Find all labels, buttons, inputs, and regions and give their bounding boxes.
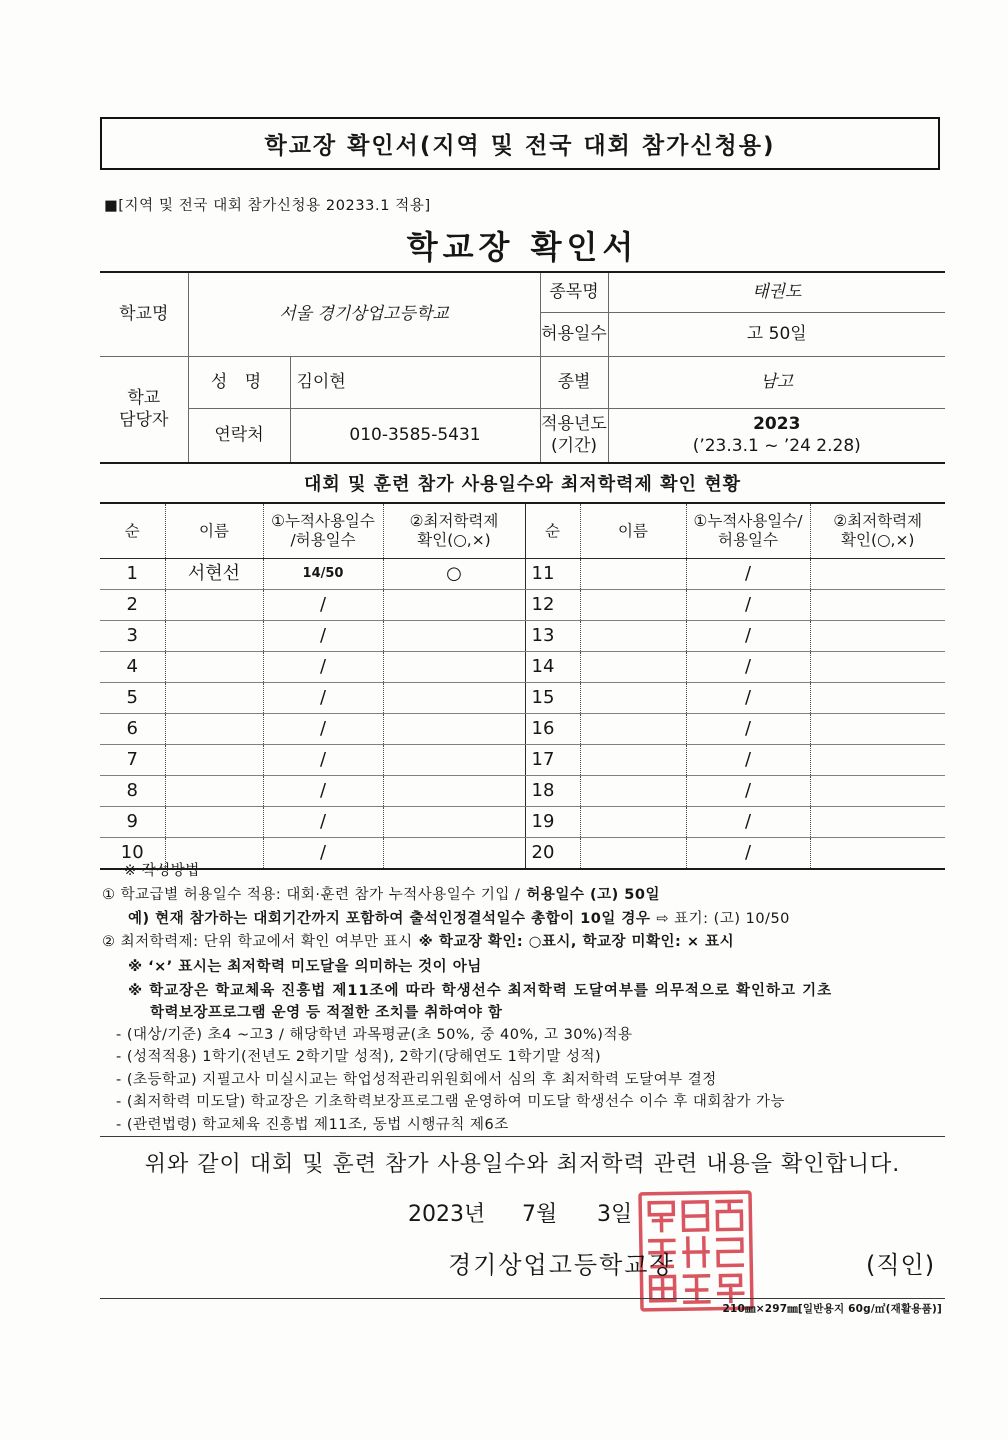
min-academic-check <box>810 652 945 683</box>
min-academic-check <box>810 745 945 776</box>
col-header-days <box>263 503 383 559</box>
student-name <box>165 621 263 652</box>
days-used: / <box>686 745 810 776</box>
school-name-value: 서울 경기상업고등학교 <box>188 272 540 356</box>
official-seal <box>637 1189 755 1313</box>
col-header-days-line2: /허용일수 <box>290 531 356 549</box>
col-header-check-line1: ②최저학력제 <box>409 512 499 530</box>
row-number: 17 <box>525 745 580 776</box>
days-used: / <box>263 776 383 807</box>
col-header-days-line2: 허용일수 <box>718 531 778 549</box>
col-header-check-line2: 확인(○,×) <box>841 531 915 549</box>
min-academic-check <box>383 621 525 652</box>
student-name <box>580 621 686 652</box>
min-academic-check <box>810 683 945 714</box>
col-header-number: 순 <box>525 503 580 559</box>
sport-label: 종목명 <box>540 272 608 312</box>
row-number: 7 <box>100 745 165 776</box>
note-warning-2-line1: ※ 학교장은 학교체육 진흥법 제11조에 따라 학생선수 최저학력 도달여부를 의무적으로 확인하고 기초 <box>128 983 833 999</box>
student-name <box>165 652 263 683</box>
min-academic-check <box>383 652 525 683</box>
year-value-period: (’23.3.1 ~ ’24 2.28) <box>692 436 861 457</box>
student-name <box>165 714 263 745</box>
student-name <box>580 838 686 870</box>
min-academic-check <box>810 838 945 870</box>
student-name <box>580 590 686 621</box>
days-used: / <box>263 838 383 870</box>
col-header-days-line1: ①누적사용일수/ <box>693 512 803 530</box>
min-academic-check <box>810 776 945 807</box>
note-item-1-text: ① 학교급별 허용일수 적용: 대회·훈련 참가 누적사용일수 기입 / <box>102 887 521 903</box>
student-name <box>580 683 686 714</box>
note-example <box>128 910 790 928</box>
note-bullet: - (관련법령) 학교체육 진흥법 제11조, 동법 시행규칙 제6조 <box>116 1117 509 1133</box>
note-bullet: - (대상/기준) 초4 ~고3 / 해당학년 과목평균(초 50%, 중 40%, 고 30%)적용 <box>116 1027 633 1043</box>
student-name <box>165 590 263 621</box>
min-academic-check <box>810 807 945 838</box>
student-name <box>580 559 686 590</box>
min-academic-check <box>810 714 945 745</box>
status-header-row <box>100 503 945 559</box>
row-number: 20 <box>525 838 580 870</box>
date-day: 3일 <box>597 1202 633 1227</box>
table-row <box>100 683 945 714</box>
days-used: 14/50 <box>263 559 383 590</box>
days-used: / <box>686 807 810 838</box>
table-row <box>100 559 945 590</box>
note-warning-2-line2: 학력보장프로그램 운영 등 적절한 조치를 취하여야 함 <box>150 1005 503 1021</box>
row-number: 11 <box>525 559 580 590</box>
col-header-days <box>686 503 810 559</box>
row-number: 12 <box>525 590 580 621</box>
contact-value: 010-3585-5431 <box>290 408 540 463</box>
allowed-days-value: 고 50일 <box>608 312 945 356</box>
min-academic-check <box>383 838 525 870</box>
note-item-2-emphasis: ※ 학교장 확인: ○표시, 학교장 미확인: × 표시 <box>418 934 735 950</box>
staff-name-value: 김이현 <box>290 356 540 408</box>
row-number: 10 <box>100 838 165 870</box>
min-academic-check <box>810 621 945 652</box>
student-name <box>580 807 686 838</box>
row-number: 2 <box>100 590 165 621</box>
col-header-name: 이름 <box>165 503 263 559</box>
student-name <box>580 714 686 745</box>
days-used: / <box>686 652 810 683</box>
row-number: 6 <box>100 714 165 745</box>
notes-divider <box>100 1136 945 1137</box>
note-item-2 <box>102 933 734 951</box>
school-info-table <box>100 271 945 464</box>
school-name-label: 학교명 <box>100 272 188 356</box>
paper-spec-footer: 210㎜×297㎜[일반용지 60g/㎡(재활용품)] <box>722 1303 942 1315</box>
sport-value: 태권도 <box>608 272 945 312</box>
row-number: 19 <box>525 807 580 838</box>
notes-title: ※ 작성방법 <box>124 863 200 879</box>
days-used: / <box>263 745 383 776</box>
year-value <box>608 408 945 463</box>
form-applicability-note: ■[지역 및 전국 대회 참가신청용 20233.1 적용] <box>104 198 431 214</box>
days-used: / <box>686 621 810 652</box>
days-used: / <box>263 714 383 745</box>
note-bullet: - (성적적용) 1학기(전년도 2학기말 성적), 2학기(당해연도 1학기말 성적) <box>116 1049 602 1065</box>
allowed-days-label: 허용일수 <box>540 312 608 356</box>
date-month: 7월 <box>522 1202 558 1227</box>
year-label <box>540 408 608 463</box>
student-name: 서현선 <box>165 559 263 590</box>
student-name <box>580 745 686 776</box>
days-used: / <box>263 652 383 683</box>
col-header-name: 이름 <box>580 503 686 559</box>
col-header-number: 순 <box>100 503 165 559</box>
note-bullet: - (초등학교) 지필고사 미실시교는 학업성적관리위원회에서 심의 후 최저학력 도달여부 결정 <box>116 1072 717 1088</box>
days-used: / <box>263 683 383 714</box>
seal-label: (직인) <box>866 1251 936 1279</box>
days-used: / <box>686 559 810 590</box>
staff-label-line1: 학교 <box>127 388 161 409</box>
date-year: 2023년 <box>408 1202 486 1227</box>
min-academic-check <box>383 683 525 714</box>
row-number: 18 <box>525 776 580 807</box>
contact-label: 연락처 <box>188 408 290 463</box>
student-name <box>165 807 263 838</box>
year-label-line2: (기간) <box>550 436 598 457</box>
form-title: 학교장 확인서 <box>406 228 639 266</box>
min-academic-check <box>383 714 525 745</box>
min-academic-check <box>810 590 945 621</box>
student-name <box>165 776 263 807</box>
days-used: / <box>686 838 810 870</box>
category-label: 종별 <box>540 356 608 408</box>
info-row-school <box>100 272 945 312</box>
min-academic-check <box>383 807 525 838</box>
info-row-staff-name <box>100 356 945 408</box>
days-used: / <box>686 714 810 745</box>
row-number: 5 <box>100 683 165 714</box>
info-row-contact <box>100 408 945 463</box>
days-used: / <box>686 590 810 621</box>
row-number: 1 <box>100 559 165 590</box>
row-number: 16 <box>525 714 580 745</box>
note-item-2-text: ② 최저학력제: 단위 학교에서 확인 여부만 표시 <box>102 934 413 950</box>
row-number: 8 <box>100 776 165 807</box>
status-heading: 대회 및 훈련 참가 사용일수와 최저학력제 확인 현황 <box>303 474 741 495</box>
document-header-title: 학교장 확인서(지역 및 전국 대회 참가신청용) <box>100 117 940 170</box>
table-row <box>100 807 945 838</box>
footer-divider <box>100 1298 945 1299</box>
year-value-year: 2023 <box>753 414 801 435</box>
table-row <box>100 621 945 652</box>
days-used: / <box>263 621 383 652</box>
signer-title: 경기상업고등학교장 <box>448 1251 675 1279</box>
table-row <box>100 776 945 807</box>
note-item-1 <box>102 886 660 904</box>
col-header-days-line1: ①누적사용일수 <box>271 512 375 530</box>
student-name <box>165 683 263 714</box>
note-warning-1: ※ ‘×’ 표시는 최저학력 미도달을 의미하는 것이 아님 <box>128 959 482 975</box>
table-row <box>100 652 945 683</box>
table-row <box>100 745 945 776</box>
staff-label-line2: 담당자 <box>119 410 169 431</box>
min-academic-check <box>383 590 525 621</box>
row-number: 13 <box>525 621 580 652</box>
min-academic-check <box>383 776 525 807</box>
note-example-result: ⇨ 표기: (고) 10/50 <box>656 911 790 927</box>
col-header-check <box>383 503 525 559</box>
table-row <box>100 590 945 621</box>
row-number: 9 <box>100 807 165 838</box>
min-academic-check: ○ <box>383 559 525 590</box>
row-number: 14 <box>525 652 580 683</box>
staff-label <box>100 356 188 463</box>
note-bullet: - (최저학력 미도달) 학교장은 기초학력보장프로그램 운영하여 미도달 학생선수 이수 후 대회참가 가능 <box>116 1094 786 1110</box>
table-row <box>100 838 945 870</box>
table-row <box>100 714 945 745</box>
min-academic-check <box>810 559 945 590</box>
col-header-check-line1: ②최저학력제 <box>833 512 923 530</box>
days-used: / <box>263 807 383 838</box>
col-header-check <box>810 503 945 559</box>
min-academic-check <box>383 745 525 776</box>
category-value: 남고 <box>608 356 945 408</box>
row-number: 4 <box>100 652 165 683</box>
row-number: 15 <box>525 683 580 714</box>
col-header-check-line2: 확인(○,×) <box>417 531 491 549</box>
student-name <box>580 776 686 807</box>
note-example-text: 예) 현재 참가하는 대회기간까지 포함하여 출석인정결석일수 총합이 10일 경우 <box>128 911 651 927</box>
days-used: / <box>686 776 810 807</box>
row-number: 3 <box>100 621 165 652</box>
year-label-line1: 적용년도 <box>541 414 607 435</box>
note-item-1-emphasis: 허용일수 (고) 50일 <box>526 887 660 903</box>
student-name <box>580 652 686 683</box>
confirmation-statement: 위와 같이 대회 및 훈련 참가 사용일수와 최저학력 관련 내용을 확인합니다. <box>144 1152 901 1177</box>
days-used: / <box>263 590 383 621</box>
staff-name-label: 성 명 <box>188 356 290 408</box>
days-used: / <box>686 683 810 714</box>
student-name <box>165 745 263 776</box>
status-table <box>100 502 945 870</box>
